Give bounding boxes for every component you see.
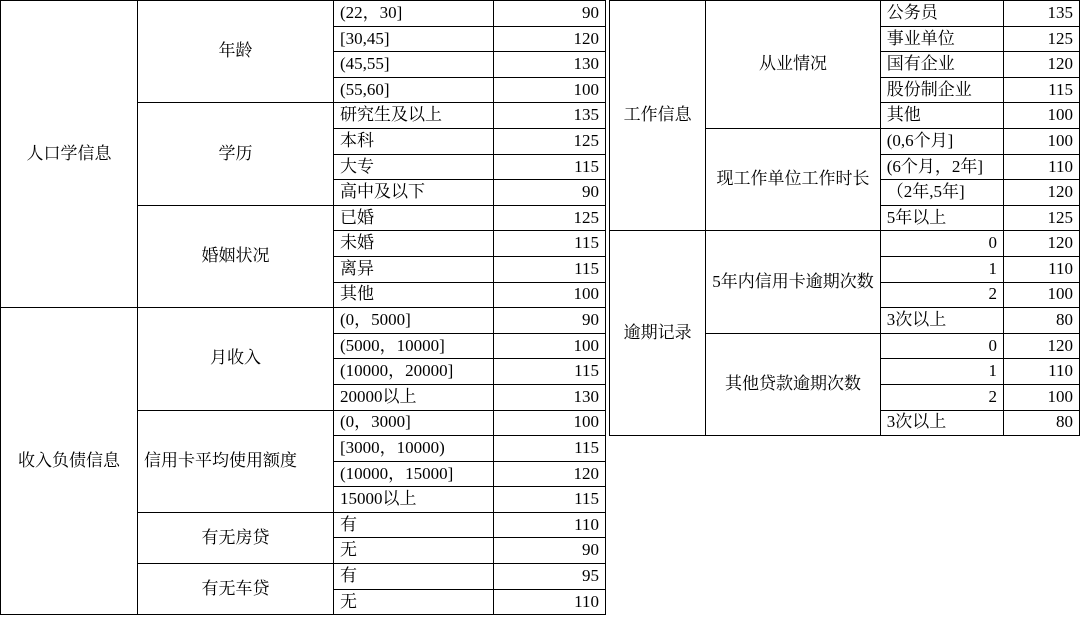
level-cell: (0,6个月] <box>880 128 1003 154</box>
score-cell: 135 <box>1004 1 1080 27</box>
table-row <box>610 231 1080 257</box>
score-cell: 115 <box>494 231 606 257</box>
subgroup-cell: 从业情况 <box>706 1 881 129</box>
level-cell: (10000，20000] <box>334 359 494 385</box>
level-cell: 已婚 <box>334 205 494 231</box>
level-cell: 公务员 <box>880 1 1003 27</box>
score-cell: 115 <box>494 154 606 180</box>
subgroup-cell: 其他贷款逾期次数 <box>706 333 881 435</box>
level-cell: 20000以上 <box>334 384 494 410</box>
level-cell: 其他 <box>880 103 1003 129</box>
level-cell: 离异 <box>334 256 494 282</box>
table-row <box>1 308 606 334</box>
table-row <box>1 1 606 27</box>
score-cell: 125 <box>494 128 606 154</box>
level-cell: 研究生及以上 <box>334 103 494 129</box>
left-table-body <box>1 1 606 615</box>
score-cell: 100 <box>1004 128 1080 154</box>
score-cell: 100 <box>494 333 606 359</box>
score-cell: 90 <box>494 1 606 27</box>
level-cell: 无 <box>334 538 494 564</box>
scorecard-table-right <box>609 0 1080 436</box>
level-cell: (10000，15000] <box>334 461 494 487</box>
level-cell: (45,55] <box>334 52 494 78</box>
score-cell: 110 <box>1004 256 1080 282</box>
level-cell: 未婚 <box>334 231 494 257</box>
subgroup-cell: 学历 <box>138 103 334 205</box>
score-cell: 120 <box>1004 231 1080 257</box>
score-cell: 115 <box>1004 77 1080 103</box>
score-cell: 120 <box>494 461 606 487</box>
level-cell: 15000以上 <box>334 487 494 513</box>
score-cell: 120 <box>1004 333 1080 359</box>
score-cell: 125 <box>494 205 606 231</box>
score-cell: 90 <box>494 180 606 206</box>
level-cell: (55,60] <box>334 77 494 103</box>
score-cell: 120 <box>494 26 606 52</box>
level-cell: 1 <box>880 359 1003 385</box>
score-cell: 115 <box>494 487 606 513</box>
level-cell: (6个月，2年] <box>880 154 1003 180</box>
level-cell: 事业单位 <box>880 26 1003 52</box>
subgroup-cell: 有无房贷 <box>138 512 334 563</box>
level-cell: 3次以上 <box>880 308 1003 334</box>
score-cell: 110 <box>1004 359 1080 385</box>
level-cell: 有 <box>334 564 494 590</box>
score-cell: 100 <box>1004 282 1080 308</box>
score-cell: 80 <box>1004 308 1080 334</box>
score-cell: 115 <box>494 359 606 385</box>
level-cell: (5000，10000] <box>334 333 494 359</box>
level-cell: [30,45] <box>334 26 494 52</box>
subgroup-cell: 年龄 <box>138 1 334 103</box>
score-cell: 90 <box>494 308 606 334</box>
score-cell: 100 <box>494 77 606 103</box>
level-cell: [3000，10000) <box>334 436 494 462</box>
subgroup-cell: 信用卡平均使用额度 <box>138 410 334 512</box>
subgroup-cell: 婚姻状况 <box>138 205 334 307</box>
level-cell: 3次以上 <box>880 410 1003 436</box>
score-cell: 130 <box>494 384 606 410</box>
score-cell: 110 <box>494 589 606 615</box>
level-cell: 1 <box>880 256 1003 282</box>
score-cell: 90 <box>494 538 606 564</box>
level-cell: 0 <box>880 333 1003 359</box>
level-cell: 5年以上 <box>880 205 1003 231</box>
score-cell: 100 <box>1004 384 1080 410</box>
level-cell: 本科 <box>334 128 494 154</box>
level-cell: 国有企业 <box>880 52 1003 78</box>
subgroup-cell: 现工作单位工作时长 <box>706 128 881 230</box>
right-table-body <box>610 1 1080 436</box>
group-cell: 工作信息 <box>610 1 706 231</box>
score-cell: 100 <box>1004 103 1080 129</box>
score-cell: 135 <box>494 103 606 129</box>
level-cell: 股份制企业 <box>880 77 1003 103</box>
level-cell: 2 <box>880 384 1003 410</box>
group-cell: 逾期记录 <box>610 231 706 436</box>
level-cell: 无 <box>334 589 494 615</box>
score-cell: 130 <box>494 52 606 78</box>
subgroup-cell: 有无车贷 <box>138 564 334 615</box>
score-cell: 95 <box>494 564 606 590</box>
score-cell: 110 <box>494 512 606 538</box>
score-cell: 100 <box>494 410 606 436</box>
level-cell: 其他 <box>334 282 494 308</box>
group-cell: 人口学信息 <box>1 1 138 308</box>
score-cell: 125 <box>1004 205 1080 231</box>
level-cell: (0，5000] <box>334 308 494 334</box>
level-cell: 2 <box>880 282 1003 308</box>
score-cell: 115 <box>494 256 606 282</box>
group-cell: 收入负债信息 <box>1 308 138 615</box>
level-cell: (22，30] <box>334 1 494 27</box>
score-cell: 120 <box>1004 52 1080 78</box>
score-cell: 110 <box>1004 154 1080 180</box>
level-cell: 高中及以下 <box>334 180 494 206</box>
score-cell: 125 <box>1004 26 1080 52</box>
level-cell: 大专 <box>334 154 494 180</box>
score-cell: 115 <box>494 436 606 462</box>
score-cell: 120 <box>1004 180 1080 206</box>
table-row <box>610 1 1080 27</box>
subgroup-cell: 5年内信用卡逾期次数 <box>706 231 881 333</box>
subgroup-cell: 月收入 <box>138 308 334 410</box>
score-cell: 80 <box>1004 410 1080 436</box>
level-cell: 0 <box>880 231 1003 257</box>
level-cell: 有 <box>334 512 494 538</box>
level-cell: (0，3000] <box>334 410 494 436</box>
score-cell: 100 <box>494 282 606 308</box>
level-cell: （2年,5年] <box>880 180 1003 206</box>
